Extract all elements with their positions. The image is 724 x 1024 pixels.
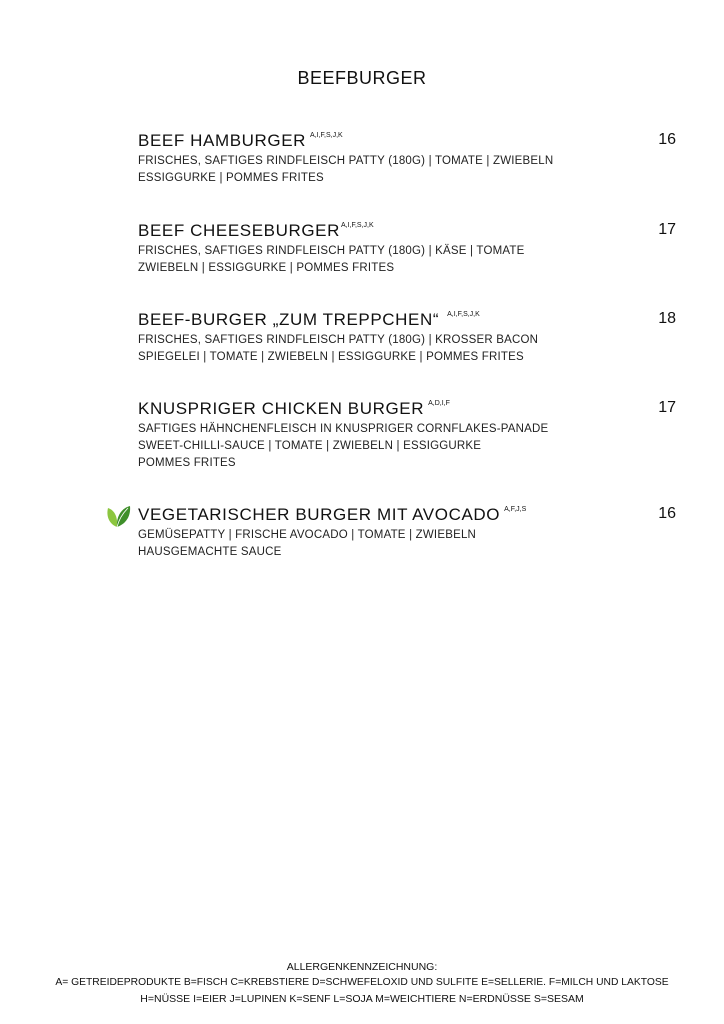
item-name: KNUSPRIGER CHICKEN BURGER [138,399,425,418]
item-description-line: HAUSGEMACHTE SAUCE [138,546,282,558]
leaf-right-shape [117,506,130,527]
allergen-legend-line: H=NÜSSE I=EIER J=LUPINEN K=SENF L=SOJA M=WEICHTIERE N=ERDNÜSSE S=SESAM [140,993,584,1005]
item-description [138,421,678,472]
item-price: 16 [658,505,676,522]
item-name: BEEF HAMBURGER [138,131,307,150]
item-description [138,527,678,561]
item-allergens: A,I,F,S,J,K [340,222,374,229]
menu-item-knuspriger-chicken-burger [138,399,678,472]
item-allergens: A,I,F,S,J,K [310,132,343,139]
allergen-legend-heading: ALLERGENKENNZEICHNUNG: [286,961,438,973]
item-name: BEEF-BURGER „ZUM TREPPCHEN“ [138,310,440,329]
item-allergens: A,F,J,S [504,506,527,513]
page-title: BEEFBURGER [297,68,427,88]
item-description-line: GEMÜSEPATTY | FRISCHE AVOCADO | TOMATE | ZWIEBELN [138,529,477,541]
item-price: 18 [658,310,676,327]
item-description-line: ZWIEBELN | ESSIGGURKE | POMMES FRITES [138,262,395,274]
allergen-legend [0,959,724,1007]
item-description-line: FRISCHES, SAFTIGES RINDFLEISCH PATTY (180G) | TOMATE | ZWIEBELN [138,155,554,167]
menu-item-beef-cheeseburger [138,221,678,277]
item-description-line: FRISCHES, SAFTIGES RINDFLEISCH PATTY (180G) | KROSSER BACON [138,334,539,346]
leaf-left-shape [107,508,117,527]
item-price: 16 [658,131,676,148]
item-description-line: SWEET-CHILLI-SAUCE | TOMATE | ZWIEBELN | ESSIGGURKE [138,440,482,452]
menu-item-beef-burger-zum-treppchen [138,310,678,366]
item-description-line: FRISCHES, SAFTIGES RINDFLEISCH PATTY (180G) | KÄSE | TOMATE [138,245,525,257]
item-description-line: SPIEGELEI | TOMATE | ZWIEBELN | ESSIGGURKE | POMMES FRITES [138,351,524,363]
allergen-legend-line: A= GETREIDEPRODUKTE B=FISCH C=KREBSTIERE D=SCHWEFELOXID UND SULFITE E=SELLERIE. F=MILCH UND LAKTOSE [55,977,669,988]
item-allergens: A,D,I,F [428,400,450,407]
menu-item-beef-hamburger [138,131,678,187]
item-description [138,332,678,366]
item-description [138,153,678,187]
item-name: BEEF CHEESEBURGER [138,221,340,240]
leaf-icon [104,502,132,530]
item-description-line: SAFTIGES HÄHNCHENFLEISCH IN KNUSPRIGER CORNFLAKES-PANADE [138,423,549,435]
item-allergens: A,I,F,S,J,K [447,311,480,318]
menu-item-vegetarischer-burger [138,505,678,561]
item-description-line: POMMES FRITES [138,457,236,469]
item-description-line: ESSIGGURKE | POMMES FRITES [138,172,324,184]
item-price: 17 [658,221,676,238]
item-price: 17 [658,399,676,416]
item-name: VEGETARISCHER BURGER MIT AVOCADO [138,505,501,524]
item-description [138,243,678,277]
